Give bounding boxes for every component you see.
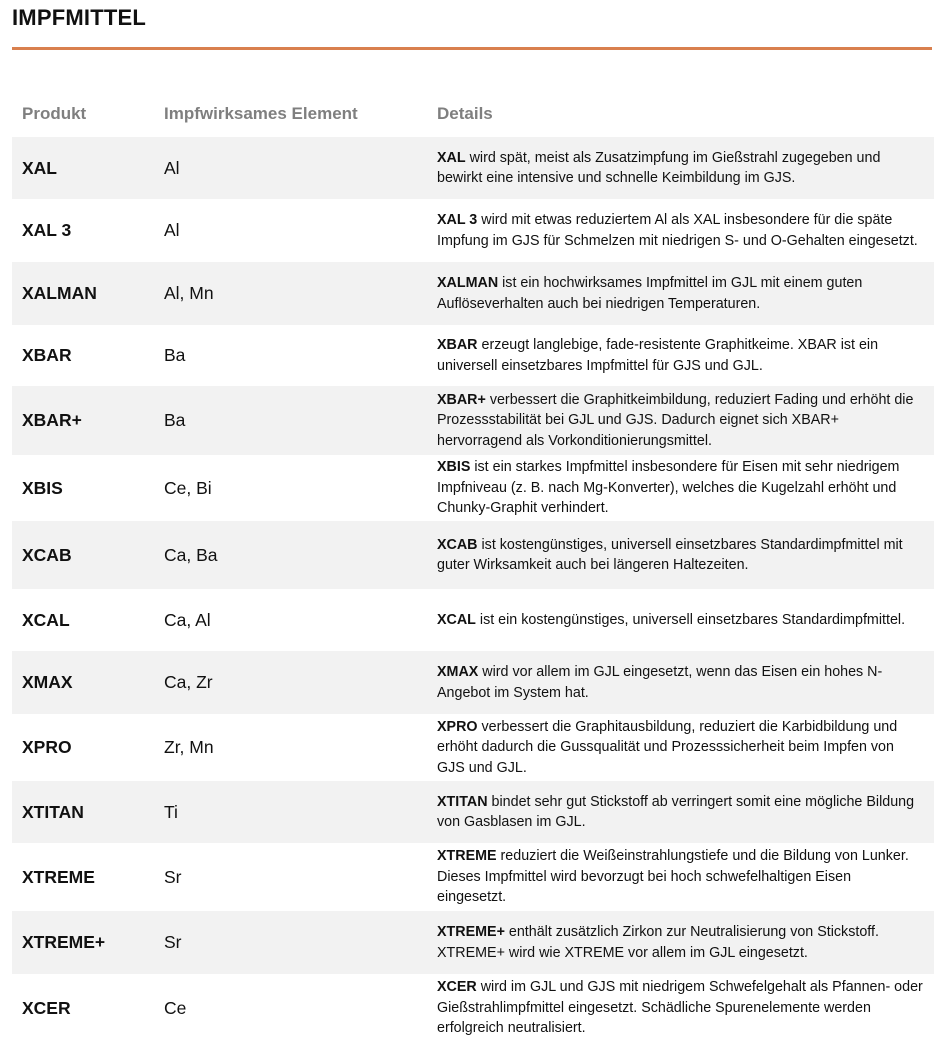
details-product-name: XBIS (437, 459, 471, 476)
product-name: XBIS (22, 477, 63, 498)
product-details (437, 273, 934, 314)
table-row (12, 781, 934, 843)
product-element: Sr (164, 932, 182, 952)
table-row (12, 714, 934, 781)
table-row (12, 651, 934, 714)
product-name: XBAR (22, 345, 72, 365)
product-name: XBAR+ (22, 410, 82, 430)
header-element: Impfwirksames Element (164, 103, 358, 123)
product-element: Al (164, 220, 180, 240)
details-text: reduziert die Weißeinstrahlungstiefe und die Bildung von Lunker. Dieses Impfmittel wird bevorzugt bei hoch schwefelhaltigen Eisen eingesetzt. (437, 848, 909, 906)
product-element: Ti (164, 801, 178, 822)
details-text: verbessert die Graphitkeimbildung, reduziert Fading und erhöht die Prozessstabilität bei GJL und GJS. Dadurch eignet sich XBAR+ hervorragend als Vorkonditionierungsmittel. (437, 391, 914, 449)
title-divider (12, 47, 932, 50)
table-header (12, 90, 934, 137)
product-element: Al (164, 157, 180, 178)
product-element: Ca, Al (164, 609, 211, 630)
product-details (437, 390, 934, 452)
page-title: IMPFMITTEL (12, 5, 146, 30)
product-details (437, 210, 934, 251)
details-text: ist kostengünstiges, universell einsetzbares Standardimpfmittel mit guter Wirksamkeit auch bei längeren Haltezeiten. (437, 536, 903, 573)
details-text: wird mit etwas reduziertem Al als XAL insbesondere für die späte Impfung im GJS für Schmelzen mit niedrigen S- und O-Gehalten eingesetzt. (437, 212, 918, 249)
product-name: XTREME+ (22, 932, 106, 952)
details-text: bindet sehr gut Stickstoff ab verringert somit eine mögliche Bildung von Gasblasen im GJL. (437, 793, 915, 830)
product-element: Ba (164, 345, 186, 365)
product-element: Al, Mn (164, 283, 214, 303)
details-text: ist ein hochwirksames Impfmittel im GJL mit einem guten Auflöseverhalten auch bei niedrigen Temperaturen. (437, 275, 863, 312)
product-details (437, 792, 934, 833)
details-text: enthält zusätzlich Zirkon zur Neutralisierung von Stickstoff. XTREME+ wird wie XTREME vor allem im GJL eingesetzt. (437, 924, 879, 961)
details-text: erzeugt langlebige, fade-resistente Graphitkeime. XBAR ist ein universell einsetzbares Impfmittel für GJS und GJL. (437, 337, 879, 374)
product-details (437, 535, 934, 576)
product-name: XALMAN (22, 283, 97, 303)
product-name: XCAB (22, 544, 72, 565)
product-name: XMAX (22, 672, 73, 692)
header-details: Details (437, 103, 493, 123)
product-element: Zr, Mn (164, 737, 214, 757)
details-product-name: XCAB (437, 536, 478, 553)
table-row (12, 199, 934, 262)
product-name: XTITAN (22, 801, 84, 822)
table-row (12, 974, 934, 1042)
details-product-name: XMAX (437, 664, 479, 680)
details-product-name: XTREME+ (437, 924, 505, 940)
details-text: verbessert die Graphitausbildung, reduziert die Karbidbildung und erhöht dadurch die Gussqualität und Prozesssicherheit beim Impfen von GJS und GJL. (437, 718, 898, 776)
table-row (12, 325, 934, 386)
details-text: wird im GJL und GJS mit niedrigem Schwefelgehalt als Pfannen- oder Gießstrahlimpfmittel eingesetzt. Schädliche Spurenelemente werden erfolgreich neutralisiert. (437, 979, 923, 1037)
details-product-name: XTITAN (437, 793, 488, 810)
details-product-name: XCER (437, 979, 477, 996)
product-details (437, 610, 934, 631)
product-details (437, 846, 934, 908)
product-element: Ce (164, 997, 187, 1018)
product-element: Ca, Ba (164, 544, 218, 565)
product-name: XCER (22, 997, 71, 1018)
table-row (12, 137, 934, 199)
table-row (12, 262, 934, 325)
product-details (437, 335, 934, 376)
product-details (437, 148, 934, 189)
product-details (437, 717, 934, 779)
table-body (12, 137, 934, 1042)
details-text: wird spät, meist als Zusatzimpfung im Gießstrahl zugegeben und bewirkt eine intensive und schnelle Keimbildung im GJS. (437, 149, 881, 186)
details-product-name: XAL (437, 149, 466, 166)
details-text: wird vor allem im GJL eingesetzt, wenn das Eisen ein hohes N-Angebot im System hat. (437, 664, 883, 701)
details-product-name: XPRO (437, 718, 478, 735)
table-row (12, 521, 934, 589)
product-name: XPRO (22, 737, 72, 757)
product-name: XCAL (22, 609, 70, 630)
product-name: XAL (22, 157, 57, 178)
table-row (12, 911, 934, 974)
header-product: Produkt (22, 103, 87, 123)
table-row (12, 455, 934, 521)
product-element: Ce, Bi (164, 477, 212, 498)
product-name: XTREME (22, 866, 95, 887)
details-product-name: XBAR (437, 337, 478, 353)
products-table (12, 90, 934, 1042)
details-product-name: XTREME (437, 848, 497, 865)
details-product-name: XAL 3 (437, 212, 478, 228)
product-details (437, 662, 934, 703)
table-row (12, 589, 934, 651)
table-row (12, 386, 934, 455)
product-details (437, 457, 934, 519)
table-row (12, 843, 934, 911)
product-element: Ca, Zr (164, 672, 213, 692)
details-text: ist ein kostengünstiges, universell einsetzbares Standardimpfmittel. (475, 611, 906, 628)
product-element: Ba (164, 410, 186, 430)
product-element: Sr (164, 866, 182, 887)
details-product-name: XCAL (437, 611, 476, 628)
details-product-name: XBAR+ (437, 391, 486, 408)
details-product-name: XALMAN (437, 275, 499, 291)
details-text: ist ein starkes Impfmittel insbesondere für Eisen mit sehr niedrigem Impfniveau (z. B. nach Mg-Konverter), welches die Kugelzahl erhöht und Chunky-Graphit verhindert. (437, 459, 900, 517)
product-details (437, 922, 934, 963)
product-details (437, 977, 934, 1039)
product-name: XAL 3 (22, 220, 72, 240)
